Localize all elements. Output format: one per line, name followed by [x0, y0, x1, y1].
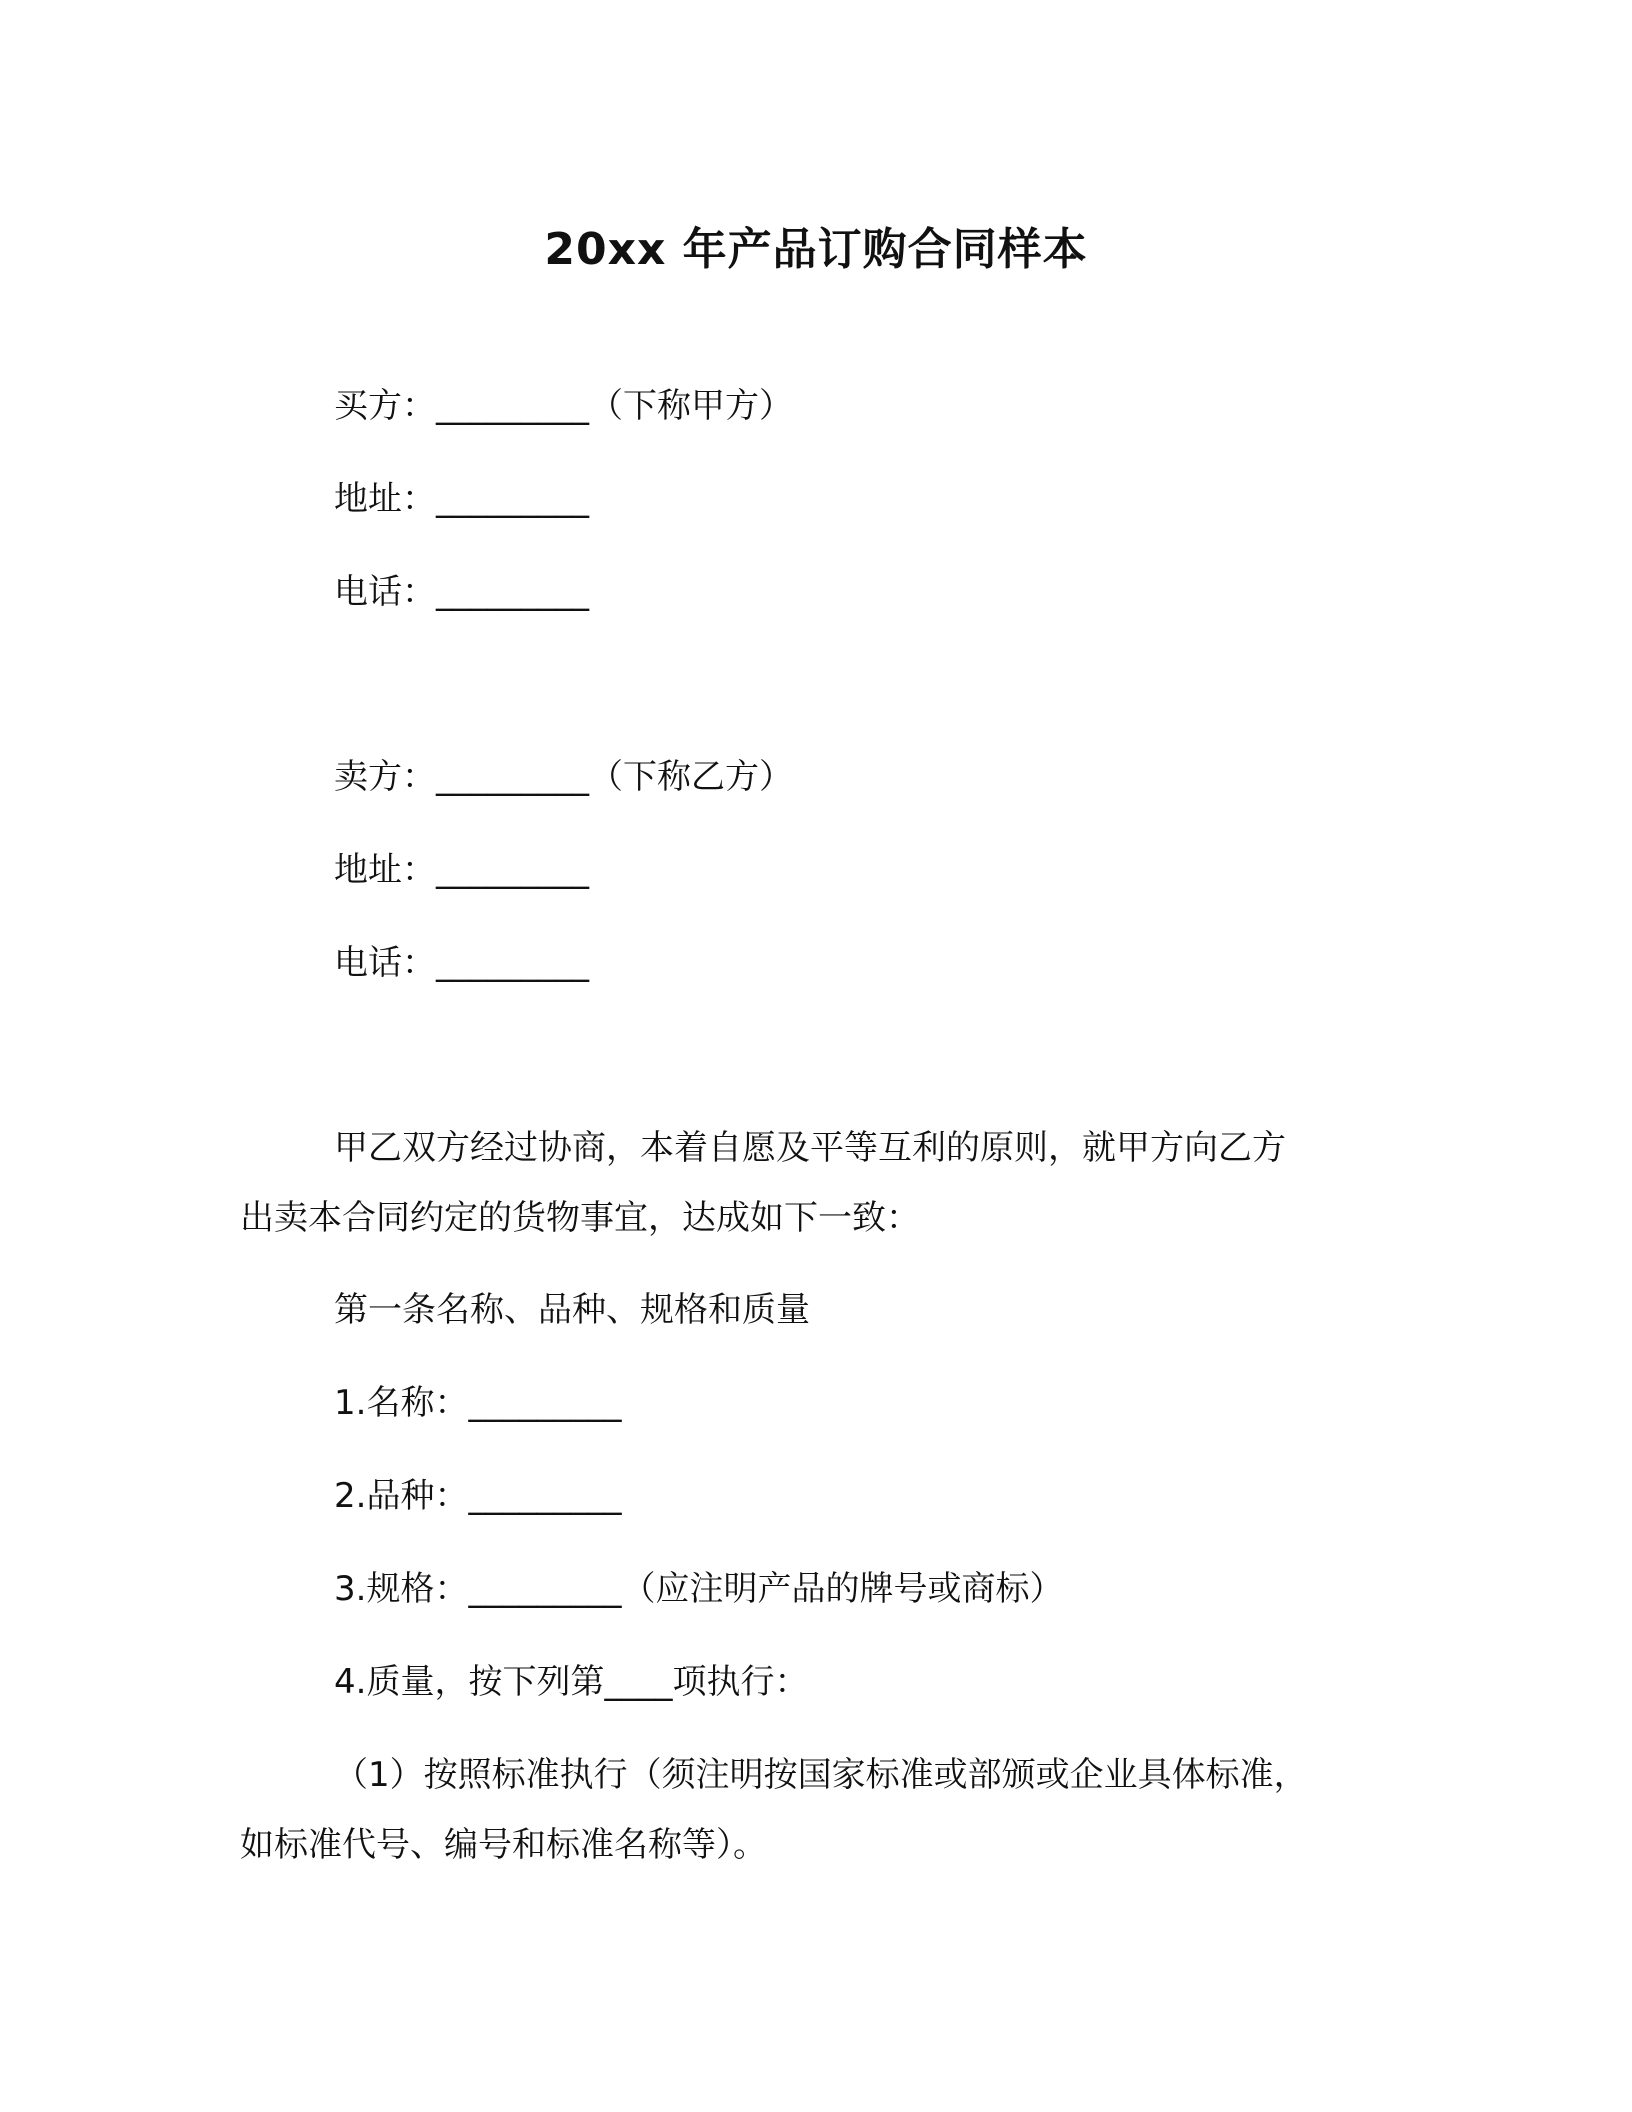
article1-sub1-line2: 如标准代号、编号和标准名称等）。	[240, 1825, 767, 1865]
intro-paragraph-line2: 出卖本合同约定的货物事宜，达成如下一致：	[240, 1198, 920, 1238]
buyer-phone-line: 电话：_________	[334, 572, 589, 612]
buyer-address-line: 地址：_________	[334, 479, 589, 519]
article1-item-spec: 3.规格：_________（应注明产品的牌号或商标）	[334, 1569, 1064, 1609]
seller-address-line: 地址：_________	[334, 850, 589, 890]
article1-item-quality: 4.质量，按下列第____项执行：	[334, 1662, 809, 1702]
document-title: 20xx 年产品订购合同样本	[544, 224, 1088, 275]
seller-name-line: 卖方：_________（下称乙方）	[334, 757, 793, 797]
article1-sub1-line1: （1）按照标准执行（须注明按国家标准或部颁或企业具体标准，	[334, 1755, 1308, 1795]
article1-item-name: 1.名称：_________	[334, 1383, 622, 1423]
buyer-name-line: 买方：_________（下称甲方）	[334, 386, 793, 426]
intro-paragraph-line1: 甲乙双方经过协商，本着自愿及平等互利的原则，就甲方向乙方	[334, 1128, 1286, 1168]
seller-phone-line: 电话：_________	[334, 943, 589, 983]
article1-heading: 第一条名称、品种、规格和质量	[334, 1290, 810, 1330]
article1-item-variety: 2.品种：_________	[334, 1476, 622, 1516]
